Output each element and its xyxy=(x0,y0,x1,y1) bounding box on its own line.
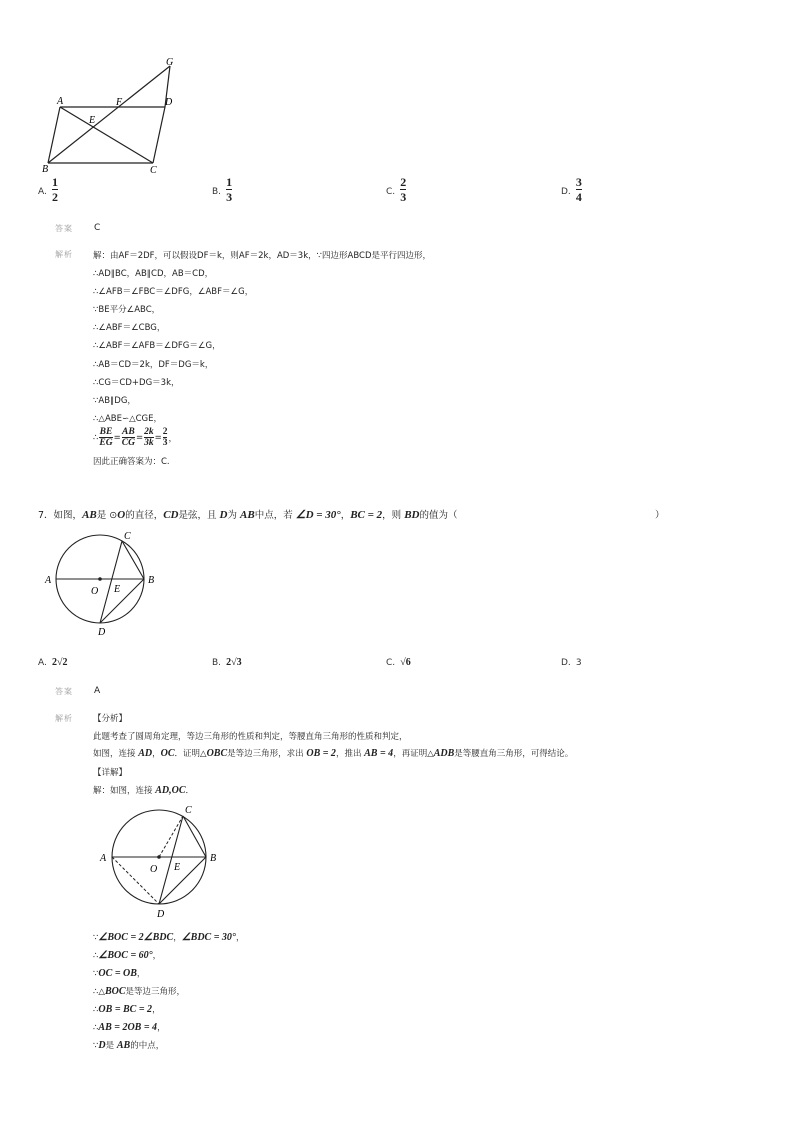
ratio-equation: ∴ BE EG = AB CG = 2k 3k = 2 3 ， xyxy=(93,427,177,448)
label-o: O xyxy=(150,864,158,875)
conclusion: 因此正确答案为：C. xyxy=(93,457,170,467)
label-b: B xyxy=(42,164,49,175)
fraction: $\frac{1}{2}$ xyxy=(51,175,58,204)
analysis-line: ∴∠ABF＝∠AFB＝∠DFG＝∠G， xyxy=(93,341,221,351)
fenxi-line: 如图，连接 AD，OC．证明△OBC是等边三角形，求出 OB = 2，推出 AB = 4，再证明△ADB是等腰直角三角形，可得结论。 xyxy=(93,748,574,759)
fraction: $\frac{2}{3}$ xyxy=(400,175,407,204)
q6-option-c[interactable]: C. $\frac{2}{3}$ xyxy=(386,175,407,204)
answer-label: 答案 xyxy=(55,687,73,696)
solution-step: ∵OC = OB， xyxy=(93,968,146,979)
q7-option-d[interactable]: D. 3 xyxy=(561,658,582,668)
solution-step: ∵∠BOC = 2∠BDC，∠BDC = 30°， xyxy=(93,932,245,943)
analysis-label: 解析 xyxy=(55,250,73,259)
answer-value: C xyxy=(94,223,101,233)
solution-step: ∵D是 AB的中点， xyxy=(93,1040,165,1051)
label-e: E xyxy=(89,115,96,126)
answer-value: A xyxy=(94,686,101,696)
analysis-line: ∴CG＝CD+DG＝3k， xyxy=(93,378,180,388)
analysis-line: ∴∠AFB＝∠FBC＝∠DFG，∠ABF＝∠G， xyxy=(93,287,254,297)
label-d: D xyxy=(165,97,173,108)
dashed-oc xyxy=(159,816,183,857)
label-g: G xyxy=(166,57,174,68)
label-a: A xyxy=(100,853,107,864)
label-b: B xyxy=(148,575,155,586)
label-a: A xyxy=(45,575,52,586)
jie-line: 解：如图，连接 AD,OC． xyxy=(93,785,195,796)
analysis-line: ∵AB∥DG， xyxy=(93,396,136,406)
label-e: E xyxy=(174,862,181,873)
q7-paren-close: ） xyxy=(655,510,665,521)
center-point xyxy=(98,577,102,581)
solution-step: ∴OB = BC = 2， xyxy=(93,1004,161,1015)
fraction: $\frac{1}{3}$ xyxy=(226,175,233,204)
chord-cd xyxy=(100,541,122,623)
analysis-line: ∴AB＝CD＝2k，DF＝DG＝k， xyxy=(93,360,214,370)
q6-option-d[interactable]: D. $\frac{3}{4}$ xyxy=(561,175,582,204)
analysis-label: 解析 xyxy=(55,714,73,723)
fenxi-heading: 【分析】 xyxy=(93,714,128,724)
solution-step: ∴△BOC是等边三角形， xyxy=(93,986,186,997)
label-o: O xyxy=(91,586,99,597)
label-e: E xyxy=(114,584,121,595)
label-d: D xyxy=(98,627,106,638)
label-b: B xyxy=(210,853,217,864)
label-d: D xyxy=(157,909,165,920)
analysis-line: ∴∠ABF＝∠CBG， xyxy=(93,323,166,333)
analysis-line: ∴△ABE∽△CGE， xyxy=(93,414,163,424)
segment-ac xyxy=(60,107,153,163)
chord-bd xyxy=(100,579,144,623)
segment-dc xyxy=(153,107,165,163)
q6-option-a[interactable]: A. $\frac{1}{2}$ xyxy=(38,175,58,204)
label-c: C xyxy=(124,531,131,542)
circle-figure xyxy=(40,528,170,640)
analysis-line: ∵BE平分∠ABC， xyxy=(93,305,161,315)
label-a: A xyxy=(57,96,64,107)
label-f: F xyxy=(116,97,123,108)
segment-bg xyxy=(48,66,170,163)
analysis-line: 解：由AF＝2DF，可以假设DF＝k，则AF＝2k，AD＝3k，∵四边形ABCD是平行四边形， xyxy=(93,251,432,261)
center-point xyxy=(157,855,161,859)
chord-bc xyxy=(122,541,144,579)
fraction: $\frac{3}{4}$ xyxy=(575,175,582,204)
label-c: C xyxy=(150,165,157,176)
solution-circle-figure xyxy=(95,798,225,922)
chord-bc xyxy=(183,816,206,857)
xiangjie-heading: 【详解】 xyxy=(93,768,128,778)
solution-step: ∴AB = 2OB = 4， xyxy=(93,1022,166,1033)
q7-option-a[interactable]: A. 2√2 xyxy=(38,657,68,668)
solution-step: ∴∠BOC = 60°， xyxy=(93,950,162,961)
q7-option-c[interactable]: C. √6 xyxy=(386,657,411,668)
chord-cd xyxy=(159,816,183,904)
label-c: C xyxy=(185,805,192,816)
answer-label: 答案 xyxy=(55,224,73,233)
chord-bd xyxy=(159,857,206,904)
parallelogram-figure xyxy=(30,50,190,180)
q7-option-b[interactable]: B. 2√3 xyxy=(212,657,242,668)
fenxi-line: 此题考查了圆周角定理，等边三角形的性质和判定，等腰直角三角形的性质和判定， xyxy=(93,732,408,742)
q7-stem: 7．如图，AB是 ⊙O的直径，CD是弦，且 D为 AB中点，若 ∠D = 30°，BC = 2，则 BD的值为（ xyxy=(38,509,458,521)
q6-option-b[interactable]: B. $\frac{1}{3}$ xyxy=(212,175,233,204)
analysis-line: ∴AD∥BC，AB∥CD，AB＝CD， xyxy=(93,269,214,279)
